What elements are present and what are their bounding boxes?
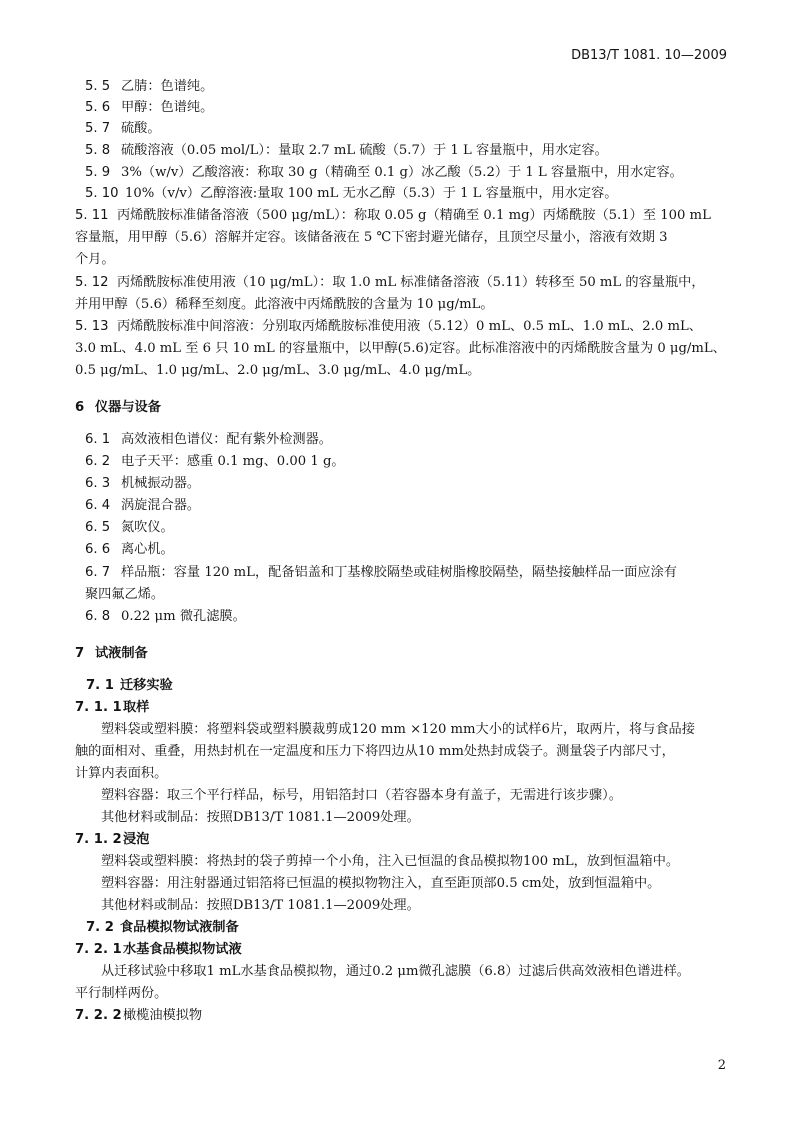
clause-text: 乙腈：色谱纯。 [121, 79, 214, 94]
clause-number: 7. 2. 1 [75, 942, 122, 957]
paragraph-line: 塑料袋或塑料膜：将塑料袋或塑料膜裁剪成120 mm ×120 mm大小的试样6片，取两片，将与食品接 [101, 722, 695, 737]
clause-6-3 [85, 475, 200, 493]
clause-5-10 [85, 185, 618, 203]
clause-number: 7. 1. 2 [75, 832, 122, 847]
clause-number: 7. 1 [86, 678, 114, 693]
clause-7-2-1-heading [75, 941, 242, 959]
clause-5-5 [85, 78, 213, 96]
paragraph-line: 容量瓶，用甲醇（5.6）溶解并定容。该储备液在 5 ℃下密封避光储存，且顶空尽量小，溶液有效期 3 [75, 230, 668, 245]
clause-number: 5. 13 [75, 319, 109, 334]
clause-5-7 [85, 120, 161, 138]
section-7-heading [75, 645, 148, 663]
clause-text: 甲醇：色谱纯。 [121, 100, 214, 115]
clause-text: 丙烯酰胺标准中间溶液：分别取丙烯酰胺标准使用液（5.12）0 mL、0.5 mL、1.0 mL、2.0 mL、 [117, 319, 702, 334]
paragraph-line: 并用甲醇（5.6）稀释至刻度。此溶液中丙烯酰胺的含量为 10 μg/mL。 [75, 297, 494, 312]
paragraph-line: 从迁移试验中移取1 mL水基食品模拟物，通过0.2 μm微孔滤膜（6.8）过滤后供高效液相色谱进样。 [101, 964, 690, 979]
clause-6-8 [85, 608, 246, 626]
clause-7-1-heading [86, 677, 173, 695]
clause-number: 6. 7 [85, 565, 111, 580]
clause-5-13 [75, 318, 702, 336]
clause-6-6 [85, 541, 174, 559]
clause-text: 高效液相色谱仪：配有紫外检测器。 [121, 432, 332, 447]
clause-7-2-2-heading [75, 1007, 202, 1025]
clause-number: 5. 12 [75, 275, 109, 290]
clause-number: 5. 8 [85, 143, 111, 158]
clause-5-11 [75, 207, 711, 225]
paragraph-line: 塑料容器：取三个平行样品，标号，用铝箔封口（若容器本身有盖子，无需进行该步骤）。 [101, 788, 622, 803]
section-number: 6 [75, 400, 85, 415]
clause-title: 取样 [123, 700, 150, 715]
clause-number: 5. 7 [85, 121, 111, 136]
clause-text: 样品瓶：容量 120 mL，配备铝盖和丁基橡胶隔垫或硅树脂橡胶隔垫，隔垫接触样品一面应涂有 [121, 565, 677, 580]
paragraph-line: 塑料袋或塑料膜：将热封的袋子剪掉一个小角，注入已恒温的食品模拟物100 mL，放到恒温箱中。 [101, 854, 680, 869]
clause-number: 6. 6 [85, 542, 111, 557]
clause-text: 3%（w/v）乙酸溶液：称取 30 g（精确至 0.1 g）冰乙酸（5.2）于 1 L 容量瓶中，用水定容。 [121, 165, 683, 180]
clause-text: 硫酸溶液（0.05 mol/L）：量取 2.7 mL 硫酸（5.7）于 1 L 容量瓶中，用水定容。 [121, 143, 608, 158]
clause-text: 离心机。 [121, 542, 174, 557]
clause-number: 6. 5 [85, 520, 111, 535]
clause-number: 7. 2 [86, 920, 114, 935]
clause-number: 5. 11 [75, 208, 109, 223]
paragraph-line: 塑料容器：用注射器通过铝箔将已恒温的模拟物物注入，直至距顶部0.5 cm处，放到恒温箱中。 [101, 876, 661, 891]
clause-title: 浸泡 [123, 832, 150, 847]
page-number: 2 [717, 1058, 726, 1073]
clause-number: 7. 2. 2 [75, 1008, 122, 1023]
clause-7-1-2-heading [75, 831, 149, 849]
clause-number: 5. 10 [85, 186, 119, 201]
clause-6-2 [85, 453, 345, 471]
section-title: 试液制备 [95, 646, 148, 661]
paragraph-line: 触的面相对、重叠，用热封机在一定温度和压力下将四边从10 mm处热封成袋子。测量袋子内部尺寸， [75, 744, 675, 759]
clause-text: 丙烯酰胺标准储备溶液（500 μg/mL）：称取 0.05 g（精确至 0.1 mg）丙烯酰胺（5.1）至 100 mL [117, 208, 711, 223]
clause-title: 食品模拟物试液制备 [120, 920, 239, 935]
paragraph-line: 计算内表面积。 [75, 766, 168, 781]
clause-5-8 [85, 142, 608, 160]
clause-title: 迁移实验 [120, 678, 173, 693]
paragraph-line: 平行制样两份。 [75, 986, 168, 1001]
clause-number: 5. 6 [85, 100, 111, 115]
clause-text: 10%（v/v）乙醇溶液:量取 100 mL 无水乙醇（5.3）于 1 L 容量瓶中，用水定容。 [125, 186, 618, 201]
clause-text: 硫酸。 [121, 121, 161, 136]
clause-number: 7. 1. 1 [75, 700, 122, 715]
paragraph-line: 聚四氟乙烯。 [85, 587, 165, 602]
clause-6-5 [85, 519, 174, 537]
clause-text: 电子天平：感重 0.1 mg、0.00 1 g。 [121, 454, 345, 469]
clause-5-12 [75, 274, 705, 292]
clause-text: 氮吹仪。 [121, 520, 174, 535]
clause-5-9 [85, 164, 683, 182]
clause-number: 5. 5 [85, 79, 111, 94]
clause-number: 6. 8 [85, 609, 111, 624]
clause-6-4 [85, 497, 200, 515]
paragraph-line: 3.0 mL、4.0 mL 至 6 只 10 mL 的容量瓶中，以甲醇(5.6)定容。此标准溶液中的丙烯酰胺含量为 0 μg/mL、 [75, 341, 726, 356]
standard-code-header: DB13/T 1081. 10—2009 [571, 48, 727, 63]
paragraph-line: 其他材料或制品：按照DB13/T 1081.1—2009处理。 [101, 898, 420, 913]
clause-text: 涡旋混合器。 [121, 498, 201, 513]
section-6-heading [75, 399, 161, 417]
clause-6-1 [85, 431, 332, 449]
clause-number: 6. 3 [85, 476, 111, 491]
clause-title: 橄榄油模拟物 [123, 1008, 203, 1023]
clause-number: 6. 1 [85, 432, 111, 447]
clause-number: 5. 9 [85, 165, 111, 180]
clause-7-2-heading [86, 919, 239, 937]
clause-text: 机械振动器。 [121, 476, 201, 491]
clause-title: 水基食品模拟物试液 [123, 942, 242, 957]
section-number: 7 [75, 646, 85, 661]
clause-number: 6. 2 [85, 454, 111, 469]
paragraph-line: 个月。 [75, 252, 115, 267]
clause-5-6 [85, 99, 213, 117]
clause-6-7 [85, 564, 677, 582]
section-title: 仪器与设备 [95, 400, 161, 415]
clause-number: 6. 4 [85, 498, 111, 513]
paragraph-line: 0.5 μg/mL、1.0 μg/mL、2.0 μg/mL、3.0 μg/mL、4.0 μg/mL。 [75, 363, 481, 378]
paragraph-line: 其他材料或制品：按照DB13/T 1081.1—2009处理。 [101, 810, 420, 825]
clause-text: 0.22 μm 微孔滤膜。 [121, 609, 246, 624]
clause-text: 丙烯酰胺标准使用液（10 μg/mL）：取 1.0 mL 标准储备溶液（5.11）转移至 50 mL 的容量瓶中， [117, 275, 705, 290]
clause-7-1-1-heading [75, 699, 149, 717]
